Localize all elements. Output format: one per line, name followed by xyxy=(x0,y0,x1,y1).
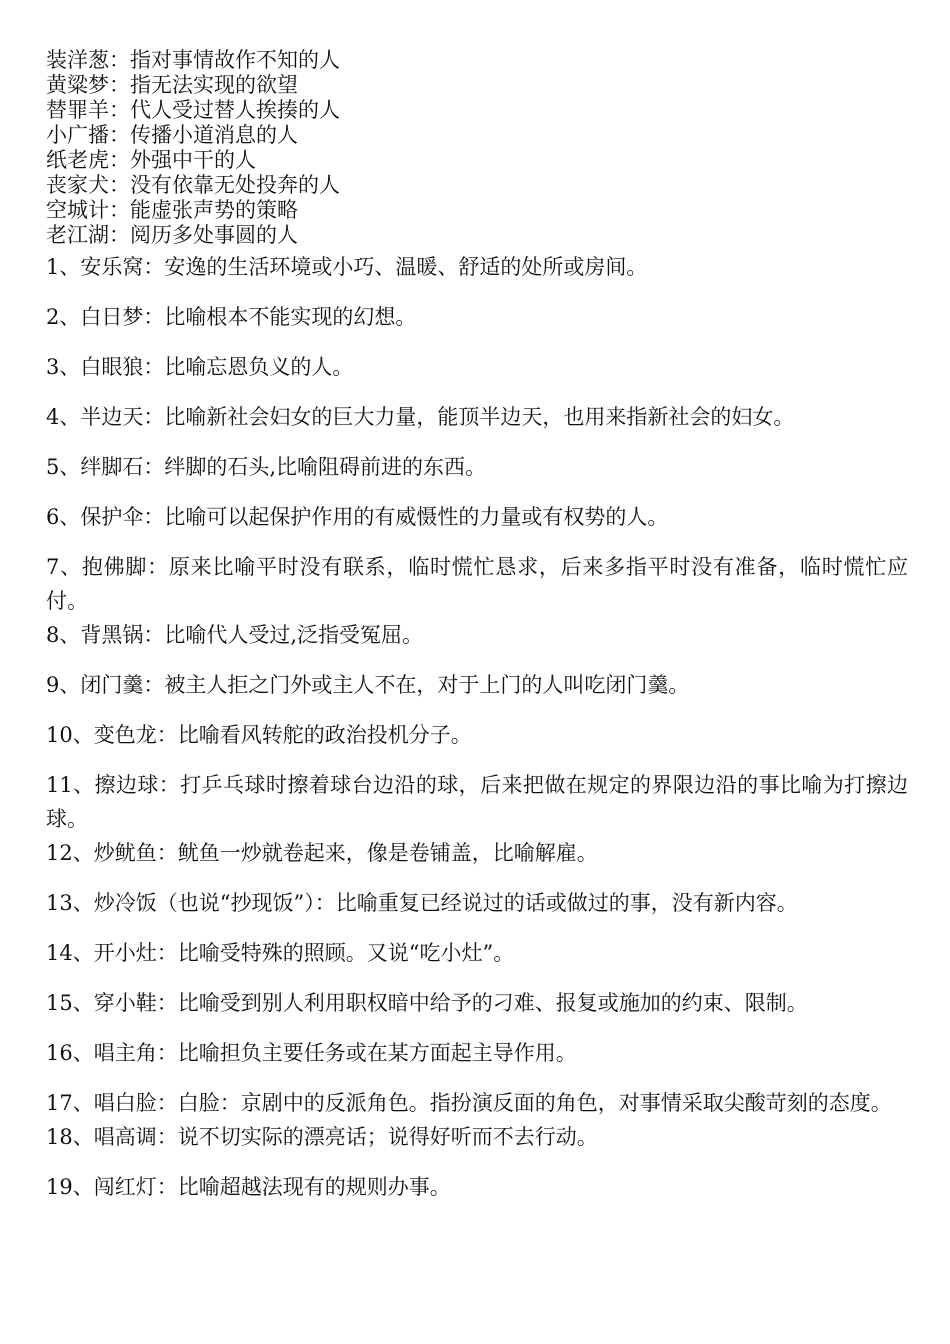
short-term-item: 空城计：能虚张声势的策略 xyxy=(46,198,298,222)
idiom-entry: 7、抱佛脚：原来比喻平时没有联系，临时慌忙恳求，后来多指平时没有准备，临时慌忙应付。 xyxy=(46,555,908,613)
short-term-item: 老江湖：阅历多处事圆的人 xyxy=(46,223,298,247)
idiom-entry: 5、绊脚石：绊脚的石头,比喻阻碍前进的东西。 xyxy=(46,455,487,479)
idiom-entry: 12、炒鱿鱼：鱿鱼一炒就卷起来，像是卷铺盖，比喻解雇。 xyxy=(46,841,598,865)
idiom-entry-list xyxy=(46,250,908,1204)
idiom-entry: 17、唱白脸：白脸：京剧中的反派角色。指扮演反面的角色，对事情采取尖酸苛刻的态度。 xyxy=(46,1091,892,1115)
document-page xyxy=(46,48,908,1220)
idiom-entry: 6、保护伞：比喻可以起保护作用的有威慑性的力量或有权势的人。 xyxy=(46,505,669,529)
idiom-entry: 8、背黑锅：比喻代人受过,泛指受冤屈。 xyxy=(46,623,424,647)
idiom-entry: 10、变色龙：比喻看风转舵的政治投机分子。 xyxy=(46,723,472,747)
idiom-entry: 14、开小灶：比喻受特殊的照顾。又说“吃小灶”。 xyxy=(46,941,515,965)
idiom-entry: 18、唱高调：说不切实际的漂亮话；说得好听而不去行动。 xyxy=(46,1125,598,1149)
idiom-entry: 3、白眼狼：比喻忘恩负义的人。 xyxy=(46,355,354,379)
idiom-entry: 4、半边天：比喻新社会妇女的巨大力量，能顶半边天，也用来指新社会的妇女。 xyxy=(46,405,795,429)
idiom-entry: 2、白日梦：比喻根本不能实现的幻想。 xyxy=(46,305,417,329)
short-term-item: 替罪羊：代人受过替人挨揍的人 xyxy=(46,98,340,122)
idiom-entry: 19、闯红灯：比喻超越法现有的规则办事。 xyxy=(46,1175,451,1199)
idiom-entry: 11、擦边球：打乒乓球时擦着球台边沿的球，后来把做在规定的界限边沿的事比喻为打擦边球。 xyxy=(46,773,908,831)
short-term-list xyxy=(46,48,908,248)
short-term-item: 黄粱梦：指无法实现的欲望 xyxy=(46,73,298,97)
idiom-entry: 9、闭门羹：被主人拒之门外或主人不在，对于上门的人叫吃闭门羹。 xyxy=(46,673,690,697)
short-term-item: 丧家犬：没有依靠无处投奔的人 xyxy=(46,173,340,197)
short-term-item: 纸老虎：外强中干的人 xyxy=(46,148,256,172)
idiom-entry: 13、炒冷饭（也说“抄现饭”）：比喻重复已经说过的话或做过的事，没有新内容。 xyxy=(46,891,798,915)
short-term-item: 小广播：传播小道消息的人 xyxy=(46,123,298,147)
short-term-item: 装洋葱：指对事情故作不知的人 xyxy=(46,48,340,72)
idiom-entry: 1、安乐窝：安逸的生活环境或小巧、温暖、舒适的处所或房间。 xyxy=(46,255,648,279)
idiom-entry: 15、穿小鞋：比喻受到别人利用职权暗中给予的刁难、报复或施加的约束、限制。 xyxy=(46,991,808,1015)
idiom-entry: 16、唱主角：比喻担负主要任务或在某方面起主导作用。 xyxy=(46,1041,577,1065)
